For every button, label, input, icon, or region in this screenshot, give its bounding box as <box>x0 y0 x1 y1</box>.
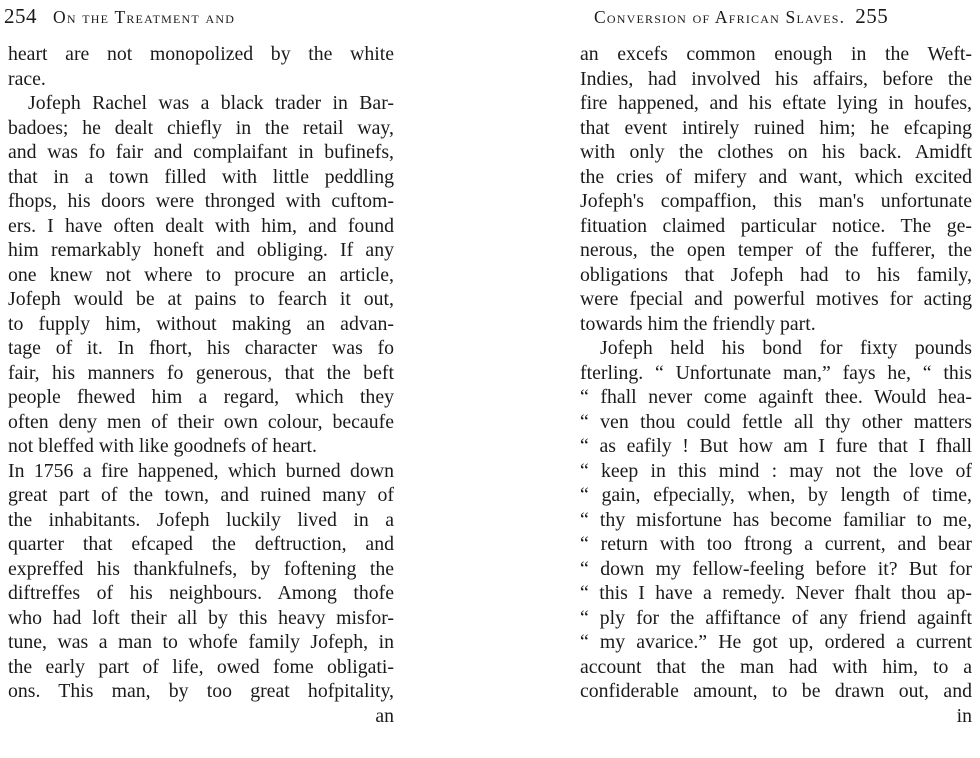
text-line: “ return with too ftrong a current, and bear <box>580 533 972 555</box>
right-page-body <box>580 42 972 728</box>
left-running-title: On the Treatment and <box>53 7 236 27</box>
text-line: an excefs common enough in the Weft- <box>580 43 972 65</box>
right-page-header <box>594 4 888 30</box>
left-page-number: 254 <box>4 4 37 28</box>
right-running-title: Conversion of African Slaves. <box>594 7 846 27</box>
catchword: in <box>956 704 972 727</box>
text-line: account that the man had with him, to a <box>580 655 972 678</box>
text-line: fhops, his doors were thronged with cuftom- <box>8 190 394 212</box>
text-line: and was fo fair and complaifant in bufinefs, <box>8 141 394 163</box>
text-line: “ ven thou could fettle all thy other matters <box>580 410 972 433</box>
text-line: often deny men of their own colour, becaufe <box>8 410 394 433</box>
text-line: “ my avarice.” He got up, ordered a current <box>580 631 972 653</box>
right-page-number: 255 <box>855 4 889 28</box>
text-line: fterling. “ Unfortunate man,” fays he, “ this <box>580 361 972 384</box>
text-line: nerous, the open temper of the fufferer, the <box>580 239 972 261</box>
text-line: “ gain, efpecially, when, by length of time, <box>580 484 972 506</box>
text-line: to fupply him, without making an advan- <box>8 312 394 335</box>
text-line: “ thy misfortune has become familiar to me, <box>580 508 972 531</box>
text-line: fire happened, and his eftate lying in houfes, <box>580 92 972 114</box>
text-line: that event intirely ruined him; he efcaping <box>580 116 972 139</box>
text-line: people fhewed him a regard, which they <box>8 386 394 408</box>
text-line: were fpecial and powerful motives for acting <box>580 288 972 310</box>
text-line: confiderable amount, to be drawn out, and <box>580 680 972 702</box>
left-page-body <box>8 42 394 728</box>
text-line: him remarkably honeft and obliging. If any <box>8 239 394 261</box>
right-page <box>574 0 974 758</box>
text-line: the inhabitants. Jofeph luckily lived in a <box>8 508 394 531</box>
text-line: “ this I have a remedy. Never fhalt thou ap- <box>580 582 972 604</box>
text-line: Indies, had involved his affairs, before the <box>580 67 972 90</box>
text-line: “ keep in this mind : may not the love of <box>580 459 972 482</box>
text-line: heart are not monopolized by the white <box>8 43 394 65</box>
text-line: the early part of life, owed fome obligati- <box>8 655 394 678</box>
text-line: that in a town filled with little peddling <box>8 165 394 188</box>
text-line: Jofeph Rachel was a black trader in Bar- <box>28 92 394 114</box>
catchword: an <box>375 704 394 727</box>
text-line: “ down my fellow-feeling before it? But for <box>580 557 972 580</box>
text-line: Jofeph's compaffion, this man's unfortunate <box>580 190 972 212</box>
text-line: who had loft their all by this heavy misfor- <box>8 606 394 629</box>
left-page-header <box>4 4 235 30</box>
text-line: quarter that efcaped the deftruction, and <box>8 533 394 555</box>
text-line: Jofeph would be at pains to fearch it out, <box>8 288 394 310</box>
text-line: great part of the town, and ruined many of <box>8 484 394 506</box>
text-line: “ as eafily ! But how am I fure that I fhall <box>580 435 972 457</box>
text-line: expreffed his thankfulnefs, by foftening the <box>8 557 394 580</box>
text-line: ons. This man, by too great hofpitality, <box>8 680 394 702</box>
text-line: “ fhall never come againft thee. Would hea- <box>580 386 972 408</box>
text-line: one knew not where to procure an article, <box>8 263 394 286</box>
text-line: fair, his manners fo generous, that the beft <box>8 361 394 384</box>
text-line: not bleffed with like goodnefs of heart. <box>8 435 317 457</box>
text-line: fituation claimed particular notice. The ge- <box>580 214 972 237</box>
left-page <box>0 0 400 758</box>
text-line: Jofeph held his bond for fixty pounds <box>600 337 972 359</box>
text-line: diftreffes of his neighbours. Among thofe <box>8 582 394 604</box>
text-line: the cries of mifery and want, which excited <box>580 165 972 188</box>
text-line: “ ply for the affiftance of any friend againft <box>580 606 972 629</box>
text-line: towards him the friendly part. <box>580 312 816 335</box>
text-line: badoes; he dealt chiefly in the retail way, <box>8 116 394 139</box>
text-line: tune, was a man to whofe family Jofeph, in <box>8 631 394 653</box>
text-line: ers. I have often dealt with him, and found <box>8 214 394 237</box>
text-line: tage of it. In fhort, his character was fo <box>8 337 394 359</box>
text-line: In 1756 a fire happened, which burned down <box>8 459 394 482</box>
text-line: with only the clothes on his back. Amidft <box>580 141 972 163</box>
text-line: obligations that Jofeph had to his family, <box>580 263 972 286</box>
text-line: race. <box>8 67 46 90</box>
